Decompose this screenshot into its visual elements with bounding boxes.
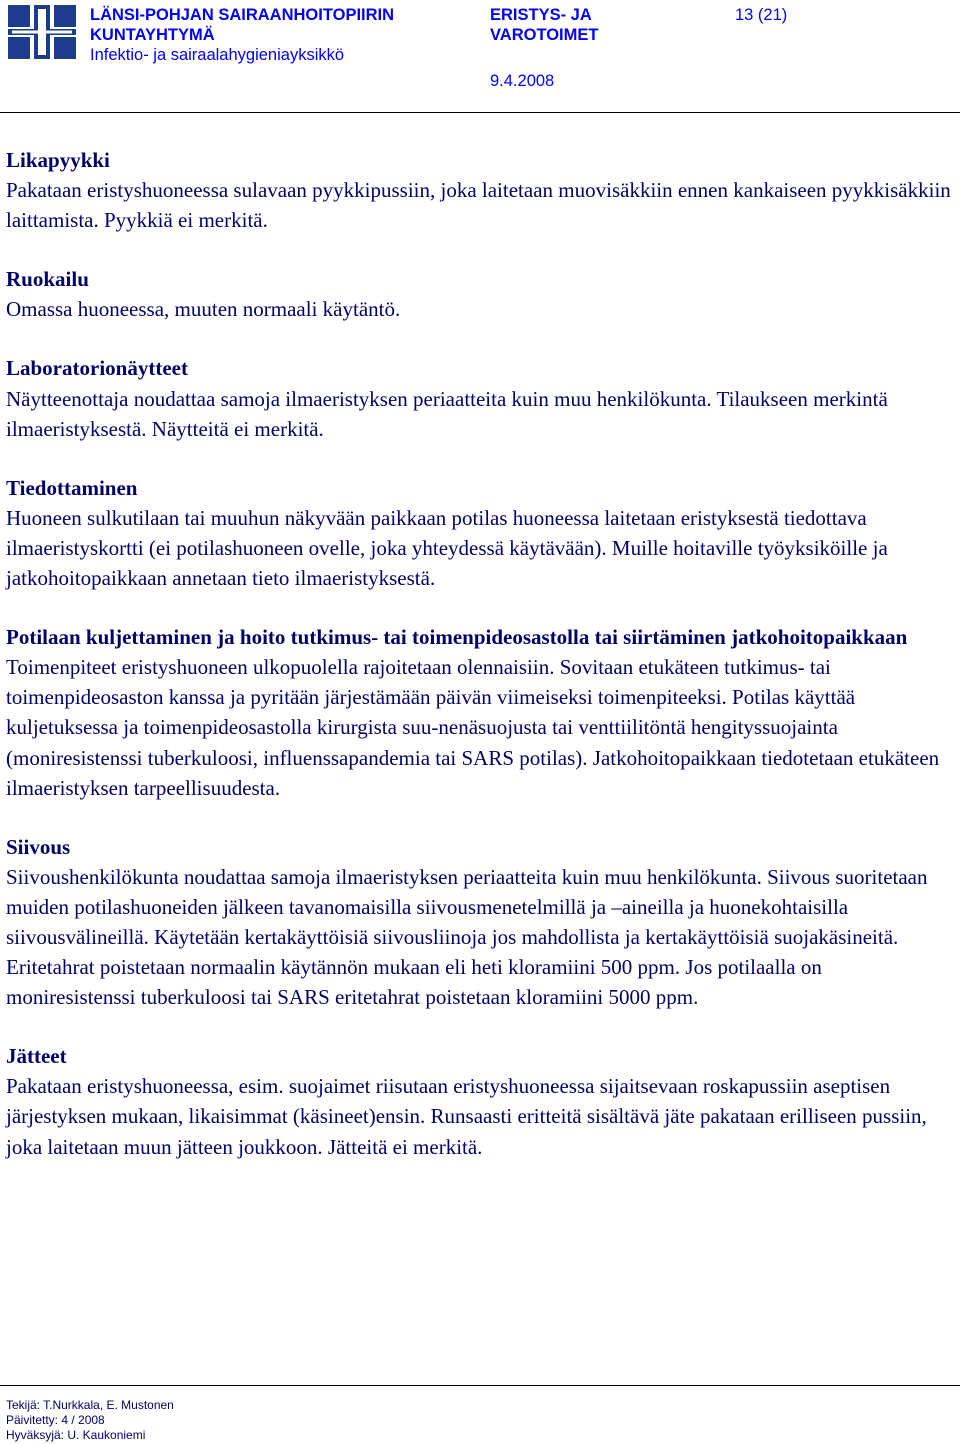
section-text: Toimenpiteet eristyshuoneen ulkopuolella rajoitetaan olennaisiin. Sovitaan etukäteen tutkimus- tai toimenpideosaston kanssa ja pyritään järjestämään päivän viimeiseksi toimenpiteeksi. Potilas käyttää kuljetuksessa ja toimenpideosastolla kirurgista suu-nenäsuojusta tai venttiilitöntä hengityssuojainta (moniresistenssi tuberkuloosi, influenssapandemia tai SARS potilas). Jatkohoitopaikkaan tiedotetaan etukäteen ilmaeristyksen tarpeellisuudesta. xyxy=(6,655,940,800)
page-number: 13 (21) xyxy=(735,6,788,24)
page-footer xyxy=(6,1398,174,1443)
section-text: Omassa huoneessa, muuten normaali käytäntö. xyxy=(6,297,401,322)
footer-updated: Päivitetty: 4 / 2008 xyxy=(6,1413,105,1427)
footer-divider xyxy=(0,1385,960,1386)
footer-author: Tekijä: T.Nurkkala, E. Mustonen xyxy=(6,1398,174,1412)
section-heading: Laboratorionäytteet xyxy=(6,356,188,381)
section-laboratorionaytteet xyxy=(6,353,951,443)
document-title-line2: VAROTOIMET xyxy=(490,26,599,44)
section-heading: Ruokailu xyxy=(6,267,89,292)
section-heading: Siivous xyxy=(6,834,71,859)
section-siivous xyxy=(6,832,951,1013)
section-heading: Jätteet xyxy=(6,1044,67,1069)
section-text: Näytteenottaja noudattaa samoja ilmaeristyksen periaatteita kuin muu henkilökunta. Tilaukseen merkintä ilmaeristyksestä. Näytteitä ei merkitä. xyxy=(6,386,888,441)
section-jatteet xyxy=(6,1041,951,1161)
section-likapyykki xyxy=(6,145,951,235)
section-text: Pakataan eristyshuoneessa sulavaan pyykkipussiin, joka laitetaan muovisäkkiin ennen kankaiseen pyykkisäkkiin laittamista. Pyykkiä ei merkitä. xyxy=(6,178,951,233)
organization-block xyxy=(90,5,394,65)
unit-name: Infektio- ja sairaalahygieniayksikkö xyxy=(90,46,345,64)
section-ruokailu xyxy=(6,264,951,324)
section-tiedottaminen xyxy=(6,473,951,593)
hospital-district-logo-icon xyxy=(6,3,78,61)
footer-approved: Hyväksyjä: U. Kaukoniemi xyxy=(6,1428,146,1442)
section-text: Huoneen sulkutilaan tai muuhun näkyvään paikkaan potilas huoneessa laitetaan eristyksestä tiedottava ilmaeristyskortti (ei potilashuoneen ovelle, joka yhteydessä käytävään). Muille hoitaville työyksiköille ja jatkohoitopaikkaan annetaan tieto ilmaeristyksestä. xyxy=(6,505,888,591)
section-potilaan-kuljettaminen xyxy=(6,622,951,803)
section-heading: Likapyykki xyxy=(6,148,110,172)
page-header xyxy=(0,0,960,118)
section-text: Pakataan eristyshuoneessa, esim. suojaimet riisutaan eristyshuoneessa sijaitsevaan roskapussiin aseptisen järjestyksen mukaan, likaisimmat (käsineet)ensin. Runsaasti eritteitä sisältävä jäte pakataan erilliseen pussiin, joka laitetaan muun jätteen joukkoon. Jätteitä ei merkitä. xyxy=(6,1074,927,1159)
document-title-line1: ERISTYS- JA xyxy=(490,6,592,24)
section-heading: Potilaan kuljettaminen ja hoito tutkimus- tai toimenpideosastolla tai siirtäminen jatkohoitopaikkaan xyxy=(6,625,908,650)
section-text: Siivoushenkilökunta noudattaa samoja ilmaeristyksen periaatteita kuin muu henkilökunta. Siivous suoritetaan muiden potilashuoneiden jälkeen tavanomaisilla siivousmenetelmillä ja –aineilla ja huonekohtaisilla siivousvälineillä. Käytetään kertakäyttöisiä siivousliinoja jos mahdollista ja kertakäyttöisiä suojakäsineitä. Eritetahrat poistetaan normaalin käytännön mukaan eli heti kloramiini 500 ppm. Jos potilaalla on moniresistenssi tuberkuloosi tai SARS eritetahrat poistetaan kloramiini 5000 ppm. xyxy=(6,864,928,1010)
document-date: 9.4.2008 xyxy=(490,72,555,90)
document-body xyxy=(6,145,951,1191)
section-heading: Tiedottaminen xyxy=(6,475,138,500)
organization-name-line1: LÄNSI-POHJAN SAIRAANHOITOPIIRIN xyxy=(90,6,395,24)
document-title xyxy=(490,5,598,45)
header-divider xyxy=(0,112,960,113)
organization-name-line2: KUNTAYHTYMÄ xyxy=(90,26,215,44)
